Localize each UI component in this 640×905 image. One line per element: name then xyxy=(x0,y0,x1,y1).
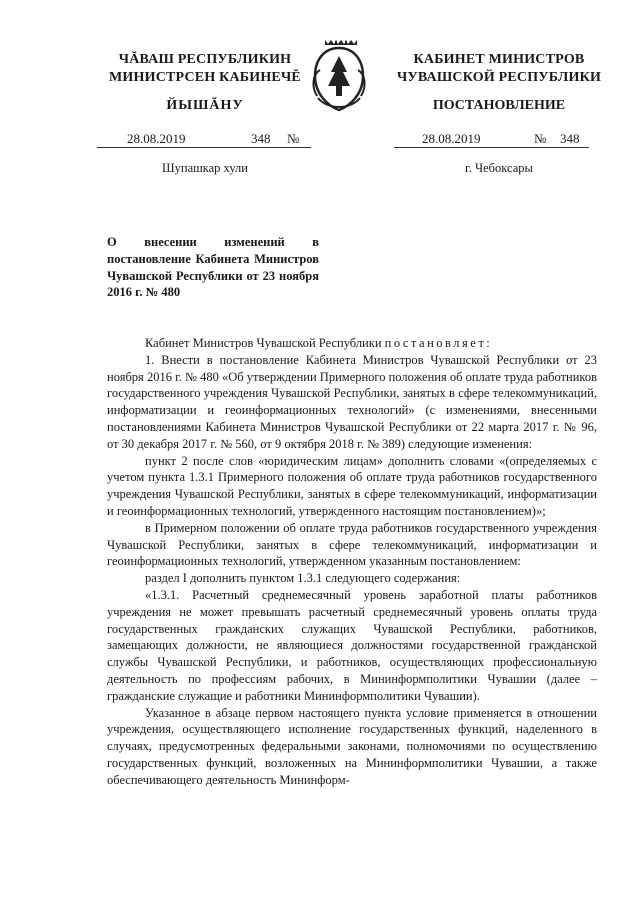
intro-resolution-word: постановляет: xyxy=(384,336,493,350)
right-number-sign: № xyxy=(534,131,547,146)
paragraph: пункт 2 после слов «юридическим лицам» дополнить словами «(определяемых с учетом пункта 1.3.1 Примерного положения об оплате труда работников государственного учреждения Чувашской Республики, занятых в сфере телекоммуникаций, информатизации и геоинформационных технологий, утвержденного настоящим постановлением)»; xyxy=(107,453,597,518)
left-number-sign: № xyxy=(287,131,300,146)
right-place: г. Чебоксары xyxy=(465,161,533,175)
document-heading: О внесении изменений в постановление Кабинета Министров Чувашской Республики от 23 ноября 2016 г. № 480 xyxy=(107,235,319,300)
left-date-number-line xyxy=(97,131,311,148)
right-title-line2: ЧУВАШСКОЙ РЕСПУБЛИКИ xyxy=(396,70,602,85)
intro-text: Кабинет Министров Чувашской Республики xyxy=(145,336,385,350)
paragraph: раздел I дополнить пунктом 1.3.1 следующего содержания: xyxy=(145,571,461,586)
right-date-number-line xyxy=(394,131,589,148)
paragraph: 1. Внести в постановление Кабинета Министров Чувашской Республики от 23 ноября 2016 г. № 480 «Об утверждении Примерного положения об оплате труда работников государственного учреждения Чувашской Республики, занятых в сфере телекоммуникаций, информатизации и геоинформационных технологий» (с изменениями, внесенными постановлениями Кабинета Министров Чувашской Республики от 22 марта 2017 г. № 96, от 30 декабря 2017 г. № 560, от 9 октября 2018 г. № 389) следующие изменения: xyxy=(107,352,597,451)
left-title-line1: ЧĂВАШ РЕСПУБЛИКИН xyxy=(118,52,292,67)
right-document-type: ПОСТАНОВЛЕНИЕ xyxy=(432,98,566,113)
right-authority-title xyxy=(394,51,604,87)
paragraph: Указанное в абзаце первом настоящего пункта условие применяется в отношении учреждения, осуществляющего исполнение государственных функций, наделенного в случаях, предусмотренных федеральными законами, полномочиями по осуществлению государственных функций, возложенных на Мининформполитики Чувашии, а также обеспечивающего деятельность Мининформ- xyxy=(107,705,597,787)
left-document-type: ЙЫШĂНУ xyxy=(166,98,244,113)
left-place: Шупашкар хули xyxy=(162,161,248,175)
right-date: 28.08.2019 xyxy=(422,131,481,146)
left-date: 28.08.2019 xyxy=(127,131,186,146)
document-body xyxy=(107,335,597,789)
paragraph: «1.3.1. Расчетный среднемесячный уровень заработной платы работников учреждения не может превышать расчетный среднемесячный уровень оплаты труда государственных гражданских служащих Чувашской Республики, работников, замещающих должности, не являющиеся должностями государственной гражданской службы Чувашской Республики, и работников, осуществляющих профессиональную деятельность по профессиям рабочих, в Мининформполитики Чувашии (далее – гражданские служащие и работники Мининформполитики Чувашии). xyxy=(107,587,597,703)
chuvash-coat-of-arms-icon xyxy=(304,38,374,114)
left-number: 348 xyxy=(251,131,271,146)
intro-paragraph xyxy=(107,335,597,352)
right-number: 348 xyxy=(560,131,580,146)
paragraph: в Примерном положении об оплате труда работников государственного учреждения Чувашской Республики, занятых в сфере телекоммуникаций, информатизации и геоинформационных технологий, утвержденном указанным постановлением: xyxy=(107,520,597,569)
left-authority-title xyxy=(100,51,310,87)
left-title-line2: МИНИСТРСЕН КАБИНЕЧĔ xyxy=(109,70,301,85)
right-title-line1: КАБИНЕТ МИНИСТРОВ xyxy=(413,52,585,67)
